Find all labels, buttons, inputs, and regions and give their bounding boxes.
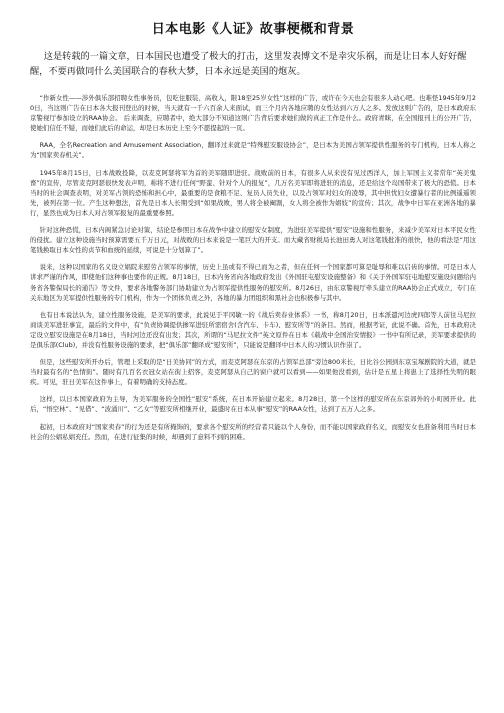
article-paragraph: 说来，这种以国家的名义设立娼院来慰劳占领军的事情，历史上虽或有不得已而为之者，但在任何一个国家都可算是耻辱和难以启齿的事情。可是日本人讲求严谨的作风，即使他们这种事也要作的正规。8月18日，日本内务省向各地政府发出《外国驻屯慰安设施整备》和《关于外国军驻屯地慰安施设问题给内务省各警保局长的通告》等文件，要求各地警务部门协助建立为占领军提供性服务的慰安所。8月26日，由东京警视厅牵头建立的RAA协会正式成立，专门在关东地区为美军提供性服务的专门机构，作为一个团体负责之外，各地的暴力团组织和黑社会也积极参与其中。 — [30, 263, 476, 302]
article-body — [30, 93, 476, 442]
article-paragraph: 1945年8月15日，日本战败投降，以麦克阿瑟将军为首的美军随即进驻。战败前的日本，有很多人从来没有见过西洋人，加上军国主义者常年“英美鬼畜”的宣传，尽管麦克阿瑟很快发表声明，称将不进行任何“野蛮、针对个人的报复”，几万名美军即将进驻的消息，还是给这个岛国带来了极大的恐慌。日本当时的社会调查表明，对美军占领的恐怖和担心中，最重要的是食粮不足、复员人员失业，以及占领军对妇女的凌辱，其中担忧妇女遭暴行者的比例遥遥领先，被列在第一位。产生这种想法，首先是日本人长期受到“如果战败，男人将全被阉割，女人将全被作为娼妓”的宣传；其次，战争中日军在亚洲各地的暴行，显然也成为日本人对占领军报复的最重要参照。 — [30, 168, 476, 217]
article-paragraph: 也有日本说法认为，建立性服务设施，是美军的要求，此说见于平冈敏一的《战后卖春业体系》一书，称8月20日，日本派遣河边虎四郎等人前往马尼拉商谈美军进驻事宜，最后的文件中，有“负责协调提供掺军进驻所需宿舍(含汽车、卡车)、慰安所等”的条目。然而，根据考证，此说不确。首先，日本政府决定设立慰安设施是在8月18日，当时河边还没有出发；其次，所谓的“马尼拉文件”英文原件在日本《载战中全国治安情报》一书中有所记录，美军要求提供的是俱乐部(Club)，并没有性服务设施的要求，把“俱乐部”翻译成“慰安所”，只能说是翻译中日本人的习惯认识作祟了。 — [30, 310, 476, 349]
article-paragraph: 起初，日本政府对“国家卖春”的行为还是有所掩饰的，要求各个慰安所的经营者只能以个人身份，而不能以国家政府名义，而慰安女也准备利用当时日本社会的公娼私娼充任。然而，在进行征集的时候，却遇到了意料不到的困难。 — [30, 422, 476, 441]
article-paragraph: 但是，这些慰安所开办后，管理上采取的是“日美协同”的方式，而麦克阿瑟在东京的占领军总部“旁边800米长，日比谷公园到东京宝塚剧院的大道，就是当时最有名的“色情街”。随时有几百名衣冠女站在街上招客，麦克阿瑟从自己的窗户就可以看到——如果他没看到，估计是五星上将患上了选择性失明的眼疾。可见，驻日美军在这件事上，有着明确的支持态度。 — [30, 358, 476, 387]
article-intro: 这是转载的一篇文章，日本国民也遭受了极大的打击，这里发表博文不是幸灾乐祸，而是让日本人好好醒醒，不要再做同什么美国联合的春秋大梦，日本永远是美国的炮灰。 — [30, 51, 467, 77]
article-paragraph: “作新女性——涉外俱乐部招聘女性事务员，包吃住服装、高收入，限18至25岁女性”这样的广告，或许在今天也会有很多人动心吧。也难怪1945年9月20日，当这则广告在日本各大报刊登出的时候，当天就有一千六百余人来面试，而三个月内各地应聘的女性达到六万人之多。发放这则广告的，是日本政府东京警视厅参加设立的RAA协会。 后来调查，应聘者中，绝大部分不知道这则广告背后要求她们做的真正工作是什么。政府青睐，在全国报刊上的公开广告，使她们信任不疑，而她们此后的命运，却是日本历史上至今不愿提起的一页。 — [30, 94, 476, 133]
article-paragraph: 针对这种恐慌，日本内阁紧急讨论对策，结论是参照日本在战争中建立的慰安女制度，为进驻美军提供“慰安”设施和性服务，来减少美军对日本平民女性的侵扰。建立这种设施当时预算需要五千万日元，对战败的日本来说是一笔巨大的开支。而大藏省财税局长池田勇人对这笔钱批准的很快，他的看法是“用这笔钱换取日本女性的贞节和血统的延续，可说是十分划算了”。 — [30, 226, 476, 255]
article-paragraph: RAA，全名Recreation and Amusement Association，翻译过来就是“特殊慰安服设协会”，是日本为美国占领军提供性服务的专门机构，日本人称之为“国家卖春机关”。 — [30, 141, 476, 160]
article-title: 日本电影《人证》故事梗概和背景 — [151, 22, 355, 37]
article-paragraph: 这样，以日本国家政府为主导，为美军服务的全国性“慰安”系统，在日本开始建立起来。8月28日，第一个这样的慰安所在东京郊外的小町园开业。此后，“悟空林”、“见借”、“波涌川”、“乙女”等慰安所相继开业，最盛时在日本从事“慰安”的RAA女性，达到了五万人之多。 — [30, 395, 476, 414]
